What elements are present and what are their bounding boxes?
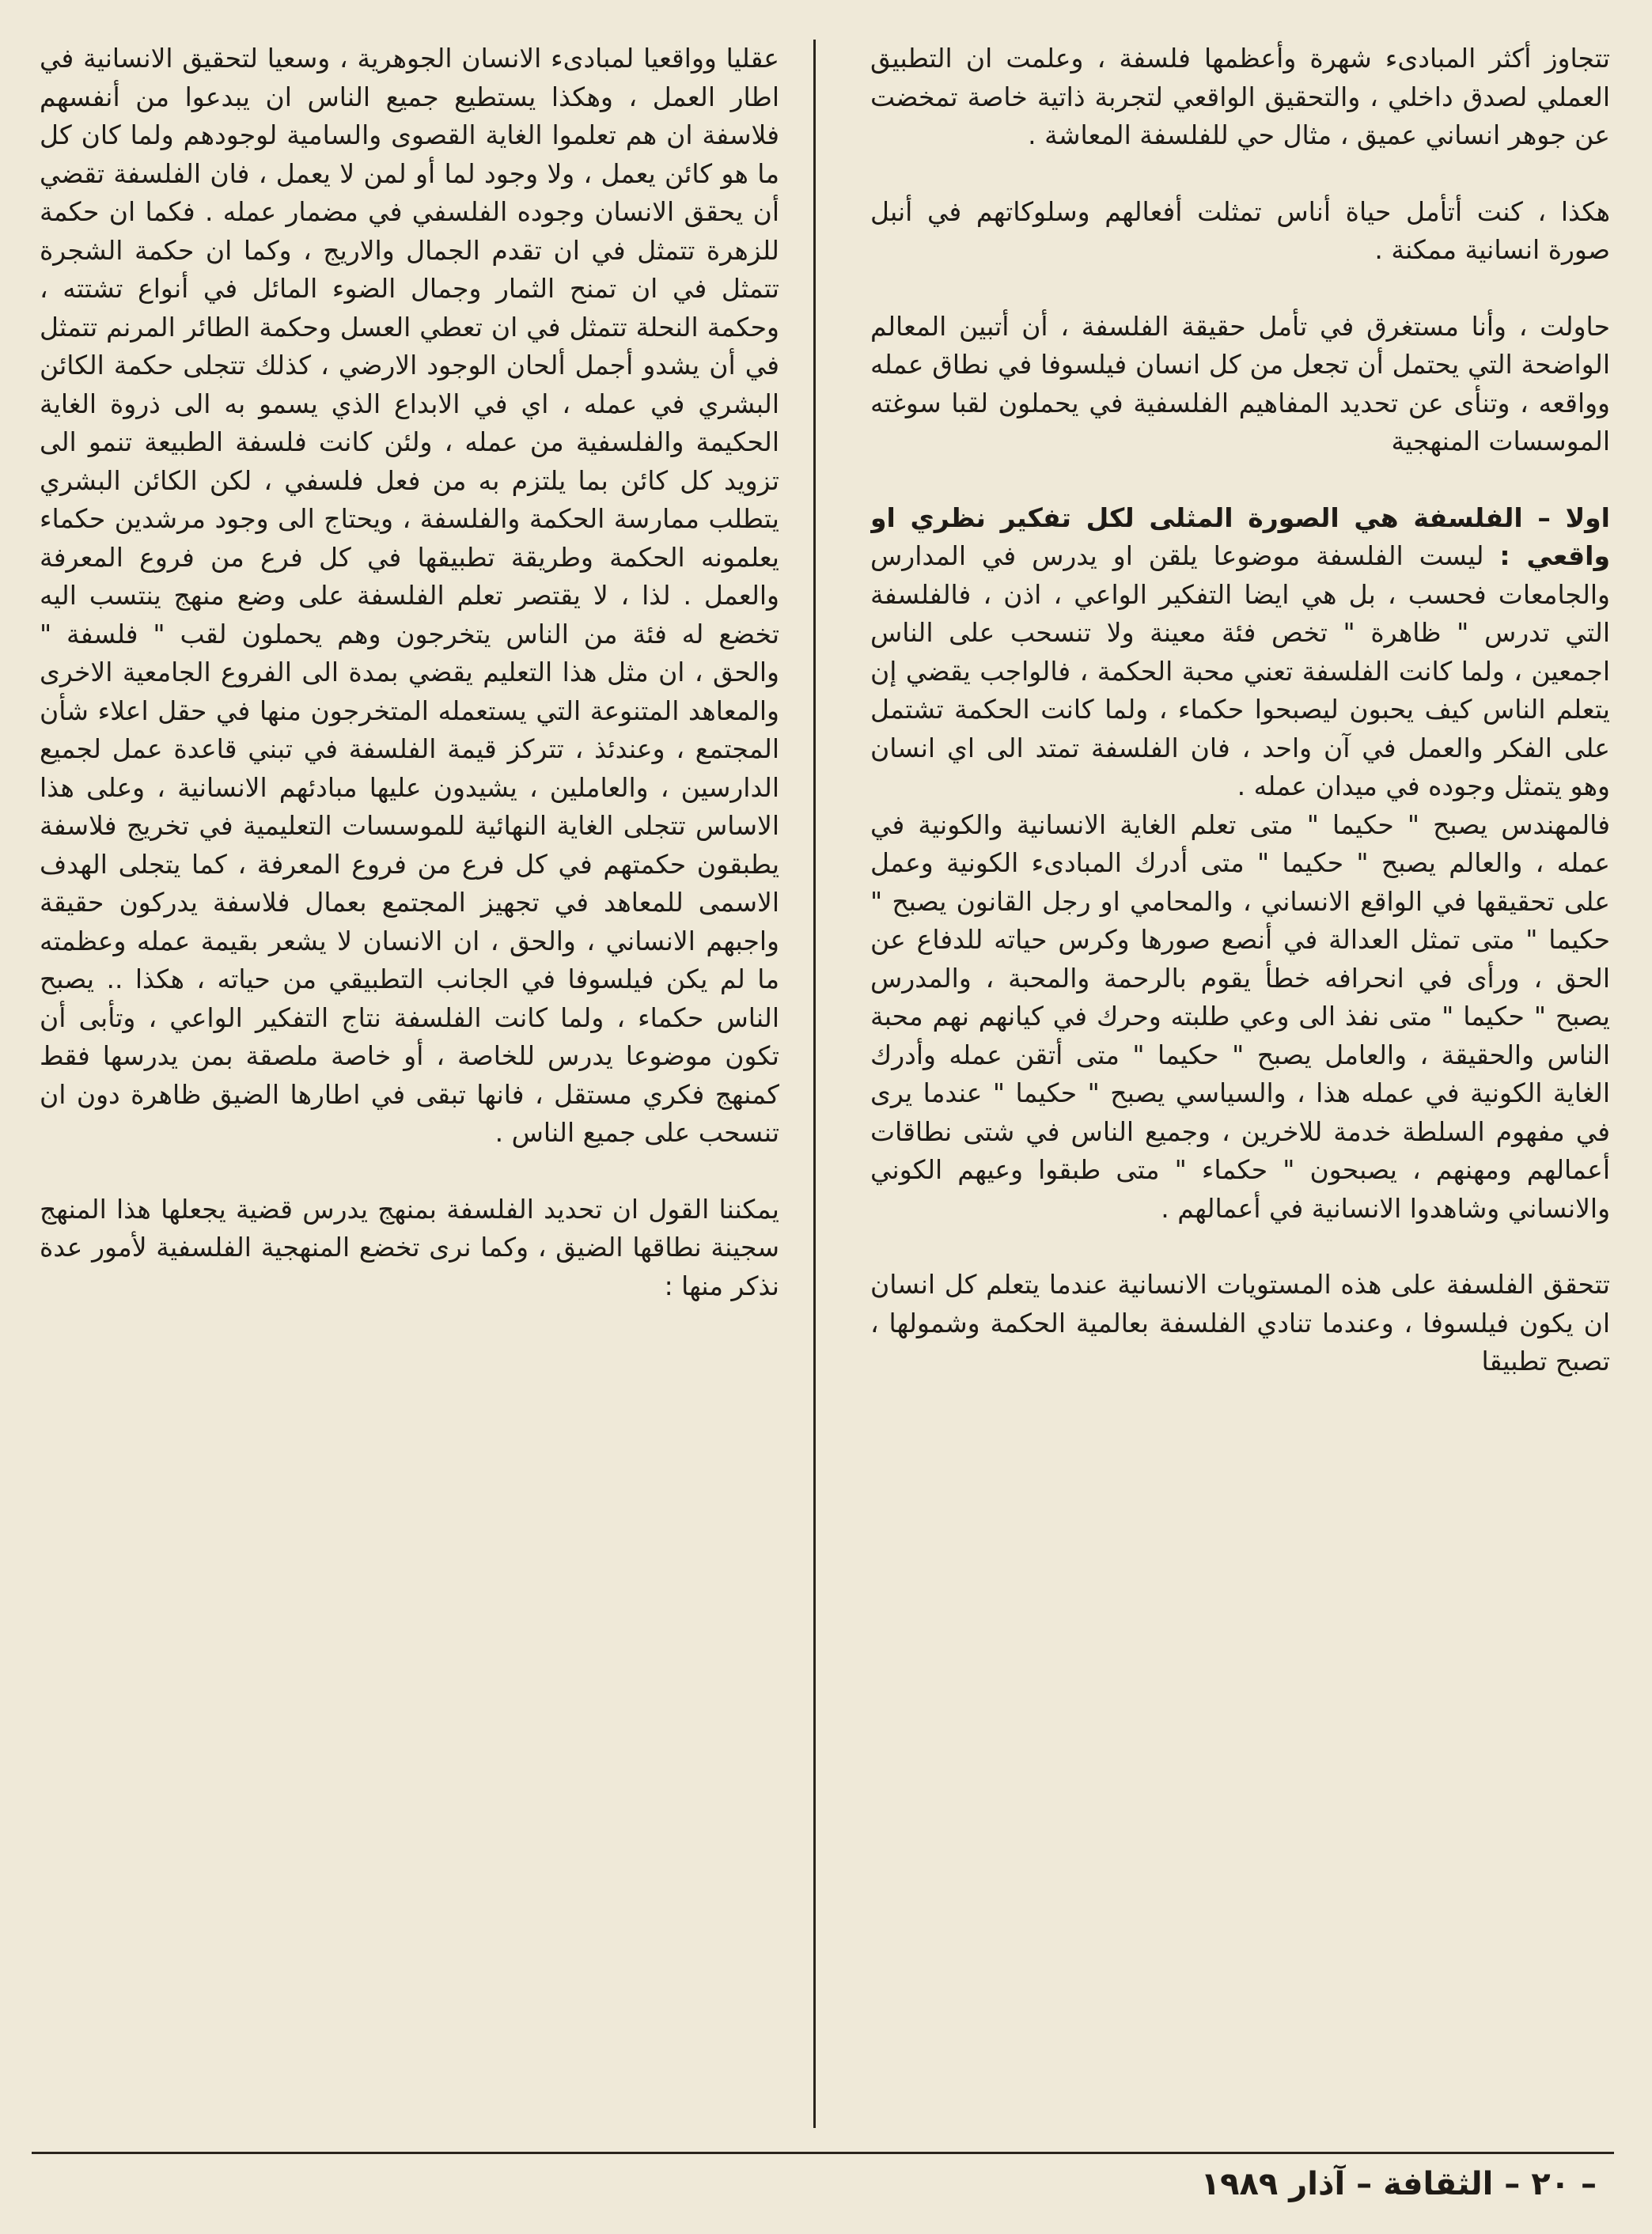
footer-rule <box>32 2152 1614 2154</box>
section-heading-wrapper <box>870 499 1610 806</box>
right-paragraph-5: فالمهندس يصبح " حكيما " متى تعلم الغاية الانسانية والكونية في عمله ، والعالم يصبح " حكيما " متى أدرك المبادىء الكونية وعمل على تحقيقها في الواقع الانساني ، والمحامي او رجل القانون يصبح " حكيما " متى تمثل العدالة في أنصع صورها وكرس حياته للدفاع عن الحق ، ورأى في انحرافه خطأ يقوم بالرحمة والمحبة ، والمدرس يصبح " حكيما " متى نفذ الى وعي طلبته وحرك في كيانهم نهم محبة الناس والحقيقة ، والعامل يصبح " حكيما " متى أتقن عمله وأدرك الغاية الكونية في عمله هذا ، والسياسي يصبح " حكيما " عندما يرى في مفهوم السلطة خدمة للاخرين ، وجميع الناس في شتى نطاقات أعمالهم ومهنهم ، يصبحون " حكماء " متى طبقوا وعيهم الكوني والانساني وشاهدوا الانسانية في أعمالهم . <box>870 808 1610 1224</box>
left-paragraph-2: يمكننا القول ان تحديد الفلسفة بمنهج يدرس قضية يجعلها هذا المنهج سجينة نطاقها الضيق ، وكما نرى تخضع المنهجية الفلسفية لأمور عدة نذكر منها : <box>40 1193 779 1301</box>
right-paragraph-3: حاولت ، وأنا مستغرق في تأمل حقيقة الفلسفة ، أن أتبين المعالم الواضحة التي يحتمل أن تجعل من كل انسان فيلسوفا في نطاق عمله وواقعه ، وتنأى عن تحديد المفاهيم الفلسفية في يحملون لقبا سوغته الموسسات المنهجية <box>870 310 1610 456</box>
section-heading: اولا – الفلسفة هي الصورة المثلى لكل تفكير نظري او واقعي : <box>870 502 1610 571</box>
left-column <box>40 40 779 2144</box>
right-paragraph-1: تتجاوز أكثر المبادىء شهرة وأعظمها فلسفة ، وعلمت ان التطبيق العملي لصدق داخلي ، والتحقيق الواقعي لتجربة ذاتية خاصة تمخضت عن جوهر انساني عميق ، مثال حي للفلسفة المعاشة . <box>870 43 1610 150</box>
right-paragraph-6: تتحقق الفلسفة على هذه المستويات الانسانية عندما يتعلم كل انسان ان يكون فيلسوفا ، وعندما تنادي الفلسفة بعالمية الحكمة وشمولها ، تصبح تطبيقا <box>870 1269 1610 1376</box>
right-column <box>870 40 1610 2144</box>
left-paragraph-1: عقليا وواقعيا لمبادىء الانسان الجوهرية ، وسعيا لتحقيق الانسانية في اطار العمل ، وهكذا يستطيع جميع الناس ان يبدعوا من أنفسهم فلاسفة ان هم تعلموا الغاية القصوى والسامية لوجودهم ولما كان كل ما هو كائن يعمل ، ولا وجود لما أو لمن لا يعمل ، فان الفلسفة تقضي أن يحقق الانسان وجوده الفلسفي في مضمار عمله . فكما ان حكمة للزهرة تتمثل في ان تقدم الجمال والاريج ، وكما ان حكمة الشجرة تتمثل في ان تمنح الثمار وجمال الضوء المائل في أنواع تشتته ، وحكمة النحلة تتمثل في ان تعطي العسل وحكمة الطائر المرنم تتمثل في أن يشدو أجمل ألحان الوجود الارضي ، كذلك تتجلى حكمة الكائن البشري في عمله ، اي في الابداع الذي يسمو به الى ذروة الغاية الحكيمة والفلسفية من عمله ، ولئن كانت فلسفة الطبيعة تنمو الى تزويد كل كائن بما يلتزم به من فعل فلسفي ، لكن الكائن البشري يتطلب ممارسة الحكمة والفلسفة ، ويحتاج الى وجود مرشدين حكماء يعلمونه الحكمة وطريقة تطبيقها في كل فرع من فروع المعرفة والعمل . لذا ، لا يقتصر تعلم الفلسفة على وضع منهج ينتسب اليه تخضع له فئة من الناس يتخرجون وهم يحملون لقب " فلسفة " والحق ، ان مثل هذا التعليم يقضي بمدة الى الفروع الجامعية الاخرى والمعاهد المتنوعة التي يستعمله المتخرجون منها في حقل اعلاء شأن المجتمع ، وعندئذ ، تتركز قيمة الفلسفة في تبني قاعدة عمل لجميع الدارسين ، والعاملين ، يشيدون عليها مبادئهم الانسانية ، وعلى هذا الاساس تتجلى الغاية النهائية للموسسات التعليمية في تخريج فلاسفة يطبقون حكمتهم في كل فرع من فروع المعرفة ، كما يتجلى الهدف الاسمى للمعاهد في تجهيز المجتمع بعمال فلاسفة يدركون حقيقة واجبهم الانساني ، والحق ، ان الانسان لا يشعر بقيمة عمله وعظمته ما لم يكن فيلسوفا في الجانب التطبيقي من حياته ، هكذا .. يصبح الناس حكماء ، ولما كانت الفلسفة نتاج التفكير الواعي ، وتأبى أن تكون موضوعا يدرس للخاصة ، أو خاصة ملصقة بمن يدرسها فقط كمنهج فكري مستقل ، فانها تبقى في اطارها الضيق ظاهرة دون ان تنسحب على جميع الناس . <box>40 43 779 1148</box>
page-footer: – ٢٠ – الثقافة – آذار ١٩٨٩ <box>1200 2166 1597 2202</box>
column-divider <box>813 40 816 2128</box>
right-paragraph-2: هكذا ، كنت أتأمل حياة أناس تمثلت أفعالهم وسلوكاتهم في أنبل صورة انسانية ممكنة . <box>870 195 1610 265</box>
right-paragraph-4: ليست الفلسفة موضوعا يلقن او يدرس في المدارس والجامعات فحسب ، بل هي ايضا التفكير الواعي ، اذن ، فالفلسفة التي تدرس " ظاهرة " تخص فئة معينة ولا تنسحب على الناس اجمعين ، ولما كانت الفلسفة تعني محبة الحكمة ، فالواجب يقضي إن يتعلم الناس كيف يحبون ليصبحوا حكماء ، ولما كانت الحكمة تشتمل على الفكر والعمل في آن واحد ، فان الفلسفة تمتد الى اي انسان وهو يتمثل وجوده في ميدان عمله . <box>870 540 1610 801</box>
